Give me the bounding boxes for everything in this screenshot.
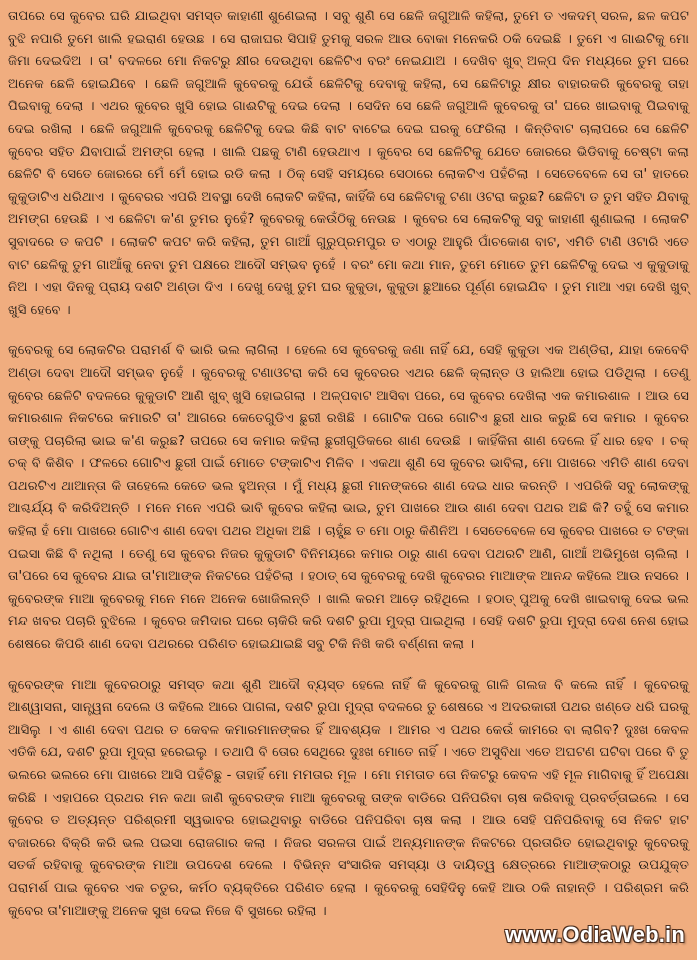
story-page [8, 6, 689, 919]
story-paragraph-1: ତାପରେ ସେ କୁବେର ଘରି ଯାଇଥିବା ସମସ୍ତ କାହାଣୀ ଶୁଣେଇଲା । ସବୁ ଶୁଣି ସେ ଛେଳି ଜଗୁଆଳି କହିଲା, ତୁମେ ତ ଏକଦମ୍ ସରଳ, ଛଳ କପଟ ବୁଝି ନପାରି ତୁମେ ଖାଲି ହଇରାଣ ହେଉଛ । ସେ ରାଜାଘର ସିପାହି ତୁମକୁ ସରଳ ଆଉ ବୋକା ମନେକରି ଠକି ଦେଇଛି । ତୁମେ ଏ ଗାଈଟିକୁ ମୋ ଜିମା ଦେଇଦିଅ । ତା' ବଦଳରେ ମୋ ନିକଟରୁ କ୍ଷୀର ଦେଉଥିବା ଛେଳିଟିଏ ବରଂ ନେଇଯାଅ । ଦେଖିବ ଖୁବ୍ ଅଳ୍ପ ଦିନ ମଧ୍ୟରେ ତୁମ ଘରେ ଅନେକ ଛେଳି ହୋଇଯିବେ । ଛେଳି ଜଗୁଆଳି କୁବେରକୁ ଯେଉଁ ଛେଳିଟିକୁ ଦେବାକୁ କହିଲା, ସେ ଛେଳିଟାରୁ କ୍ଷୀର ବାହାରକରି କୁବେରକୁ ତାହା ପିଇବାକୁ ଦେଲା । ଏଥର କୁବେର ଖୁସି ହୋଇ ଗାଈଟିକୁ ଦେଇ ଦେଲା । ସେଦିନ ସେ ଛେଳି ଜଗୁଆଳି କୁବେରକୁ ତା' ଘରେ ଖାଇବାକୁ ପିଇବାକୁ ଦେଇ ରଖିଲା । ଛେଳି ଜଗୁଆଳି କୁବେରକୁ ଛେଳିଟିକୁ ଦେଇ କିଛି ବାଟ ବାଟେଇ ଦେଇ ଘରକୁ ଫେରିଲା । କିନ୍ତିବାଟ ଚାଲାପରେ ସେ ଛେଳିଟି କୁବେର ସହିତ ଯିବାପାଇଁ ଅମଙ୍ଗ ହେଲା । ଖାଲି ପଛକୁ ଟାଣି ହେଉଥାଏ । କୁବେର ସେ ଛେଳିଟିକୁ ଯେତେ ଜୋରରେ ଭିଡିବାକୁ ଚେଷ୍ଟା କଲା ଛେଳିଟି ବି ସେତେ ଜୋରରେ ମେଁ ମେଁ ହୋଇ ରଡି କଲା । ଠିକ୍ ସେହି ସମୟରେ ସେଠାରେ ଲୋକଟିଏ ପହଁଚିଲା । ସେତେବେଳେ ସେ ତା' ହାତରେ କୁକୁଡାଟିଏ ଧରିଥାଏ । କୁବେରର ଏପରି ଅବସ୍ଥା ଦେଖି ଲୋକଟି କହିଲା, କାହିଁକି ସେ ଛେଳିଟାକୁ ଟଣା ଓଟରା କରୁଛ? ଛେଳିଟା ତ ତୁମ ସହିତ ଯିବାକୁ ଅମଙ୍ଗ ହେଉଛି । ଏ ଛେଳିଟା କ'ଣ ତୁମର ନୁହେଁ? କୁବେରକୁ କେଉଁଠିକୁ ନେଉଛ । କୁବେର ସେ ଲୋକଟିକୁ ସବୁ କାହାଣୀ ଶୁଣାଇଲା । ଲୋକଟି ସୁବାଦରେ ତ କପଟି । ଲୋକଟି କପଟ କରି କହିଲା, ତୁମ ଗାଆଁ ଗୁରୁପ୍ରମପୁର ତ ଏଠାରୁ ଆହୁରି ପାଁଚକୋଶ ବାଟ, ଏମିତି ଟାଣି ଓଟାରି ଏତେ ବାଟ ଛେଳିକୁ ତୁମ ଗାଆଁକୁ ନେବା ତୁମ ପକ୍ଷରେ ଆଦୌ ସମ୍ଭବ ନୁହେଁ । ବରଂ ମୋ କଥା ମାନ, ତୁମେ ମୋତେ ତୁମ ଛେଳିଟିକୁ ଦେଇ ଏ କୁକୁଡାକୁ ନିଅ । ଏହା ଦିନକୁ ପ୍ରାୟ ଦଶଟି ଅଣ୍ଡା ଦିଏ । ଦେଖୁ ଦେଖୁ ତୁମ ଘର କୁକୁଡା, କୁକୁଡା ଛୁଆରେ ପୂର୍ଣ୍ଣ ହୋଇଯିବ । ତୁମ ମାଆ ଏହା ଦେଖି ଖୁବ୍ ଖୁସି ହେବେ । [8, 9, 689, 318]
story-paragraph-2: କୁବେରକୁ ସେ ଲୋକଟିର ପରାମର୍ଶ ବି ଭାରି ଭଲ ଲାଗିଲା । ହେଲେ ସେ କୁବେରକୁ ଜଣା ନାହିଁ ଯେ, ସେହି କୁକୁଡା ଏକ ଅଣ୍ଡିରା, ଯାହା କେବେବି ଅଣ୍ଡା ଦେବା ଆଦୌ ସମ୍ଭବ ନୁହେଁ । କୁବେରକୁ ଟଣାଓଟରା କରି ସେ କୁବେରର ଏଥର ଛେଳି କ୍ଲାନ୍ତ ଓ ହାଲିଆ ହୋଇ ପଡିଥିଲା । ତେଣୁ କୁବେର ଛେଳିଟି ବଦଳରେ କୁକୁଡାଟି ଆଣି ଖୁବ୍ ଖୁସି ହୋଇଗଲା । ଅଳ୍ପବାଟ ଆସିବା ପରେ, ସେ କୁବେର ଦେଖିଲା ଏକ କମାରଶାଳ । ଆଉ ସେ କମାରଶାଳ ନିକଟରେ କମାରଟି ତା' ଆଗରେ କେତେଗୁଡିଏ ଛୁରୀ ରଖିଛି । ଗୋଟିକ ପରେ ଗୋଟିଏ ଛୁରୀ ଧାର କରୁଛି ସେ କମାର । କୁବେର ତାଙ୍କୁ ପଚାରିଲା ଭାଇ କ'ଣ କରୁଛ? ତାପରେ ସେ କମାର କହିଲା ଛୁରୀଗୁଡିକରେ ଶାଣ ଦେଉଛି । କାହିଁକିନା ଶାଣ ଦେଲେ ହିଁ ଧାର ହେବ । ଚକ୍ ଚକ୍ ବି କିଶିବ । ଫଳରେ ଗୋଟିଏ ଛୁରୀ ପାଇଁ ମୋତେ ଟଙ୍କାଟିଏ ମିଳିବ । ଏକଥା ଶୁଣି ସେ କୁବେର ଭାବିଲା, ମୋ ପାଖରେ ଏମିତି ଶାଣ ଦେବା ପଥରଟିଏ ଥାଆନ୍ତା କି ତାହେଲେ କେତେ ଭଲ ହୁଅନ୍ତା । ମୁଁ ମଧ୍ୟ ଛୁରୀ ମାନଙ୍କରେ ଶାଣ ଦେଇ ଧାର କରନ୍ତି । ଏପରିକି ସବୁ ଲୋକଙ୍କୁ ଆଶ୍ଚର୍ଯ୍ୟ ବି କରିଦିଅନ୍ତି । ମନେ ମନେ ଏପରି ଭାବି କୁବେର କହିଲା ଭାଇ, ତୁମ ପାଖରେ ଆଉ ଶାଣ ଦେବା ପଥର ଅଛି କି? ତହୁଁ ସେ କମାର କହିଲା ହଁ ମୋ ପାଖରେ ଗୋଟିଏ ଶାଣ ଦେବା ପଥର ଅଧିକା ଅଛି । ଚାହୁଁଛ ତ ମୋ ଠାରୁ କିଣିନିଅ । ସେତେବେଳେ ସେ କୁବେର ପାଖରେ ତ ଟଙ୍କା ପଇସା କିଛି ବି ନଥିଲା । ତେଣୁ ସେ କୁବେର ନିଜର କୁକୁଡାଟି ବିନିମୟରେ କମାର ଠାରୁ ଶାଣ ଦେବା ପଥରଟି ଆଣି, ଗାଆଁ ଅଭିମୁଖେ ଚାଲିଲା । ତା'ପରେ ସେ କୁବେର ଯାଇ ତା'ମାଆଙ୍କ ନିକଟରେ ପହଁଚିଲା । ହଠାତ୍ ସେ କୁବେରକୁ ଦେଖି କୁବେରର ମାଆଙ୍କ ଆନନ୍ଦ କହିଲେ ଆଉ ନସରେ । କୁବେରଙ୍କ ମାଆ କୁବେରକୁ ମନେ ମନେ ଅନେକ ଖୋଜିଲନ୍ତି । ଖାଲି କରମ ଆଡ଼େ ରହିଥିଲେ । ହଠାତ୍ ପୁଅକୁ ଦେଖି ଖାଇବାକୁ ଦେଇ ଭଲ ମନ୍ଦ ଖବର ପଚାରି ବୁଝିଲେ । କୁବେର ଜମିଦାର ଘରେ ଚାକିରି କରି ଦଶଟି ରୁପା ମୁଦ୍ରା ପାଇଥିଲା । ସେହି ଦଶଟି ରୁପା ମୁଦ୍ରା ଦେଶ ନେଶ ହୋଇ ଶେଷରେ କିପରି ଶାଣ ଦେବା ପଥରରେ ପରିଣତ ହୋଇଯାଇଛି ସବୁ ଟିକି ନିଖି କରି ବର୍ଣ୍ଣନା କଲା । [8, 343, 689, 653]
story-paragraph-3: କୁବେରଙ୍କ ମାଆ କୁବେରଠାରୁ ସମସ୍ତ କଥା ଶୁଣି ଆଦୌ ବ୍ୟସ୍ତ ହେଲେ ନାହିଁ କି କୁବେରକୁ ଗାଳି ଗଲଜ ବି କଲେ ନାହିଁ । କୁବେରକୁ ଆଶ୍ୱାସନା, ସାନ୍ତ୍ୱନା ଦେଲେ ଓ କହିଲେ ଆରେ ପାଗଳା, ଦଶଟି ରୁପା ମୁଦ୍ରା ବଦଳରେ ତୁ ଶେଷରେ ଏ ଅଦରକାରୀ ପଥର ଖଣ୍ଡେ ଧରି ଘରକୁ ଆସିଲୁ । ଏ ଶାଣ ଦେବା ପଥର ତ କେବଳ କମାରମାନଙ୍କର ହିଁ ଆବଶ୍ୟକ । ଆମର ଏ ପଥର କେଉଁ କାମରେ ବା ଲାଗିବ? ଦୁଃଖ କେବଳ ଏତିକି ଯେ, ଦଶଟି ରୁପା ମୁଦ୍ରା ହରେଇଲୁ । ତଥାପି ବି ତୋର ସେଥିରେ ଦୁଃଖ ମୋତେ ନାହିଁ । ଏତେ ଅସୁବିଧା ଏତେ ଅଘଟଣ ଘଟିବା ପରେ ବି ତୁ ଭଲରେ ଭଲରେ ମୋ ପାଖରେ ଆସି ପହଁଚିଛୁ - ତାହାହିଁ ମୋ ମମତାର ମୂଳ । ମୋ ମମତାତ ତୋ ନିକଟରୁ କେବଳ ଏହି ମୂଳ ମାଗିବାକୁ ହିଁ ଅପେକ୍ଷା କରିଛି । ଏହାପରେ ପ୍ରଥର ମନ କଥା ଜାଣି କୁବେରଙ୍କ ମାଆ କୁବେରକୁ ତାଙ୍କ ବାଡିରେ ପନିପରିବା ଚାଷ କରିବାକୁ ପ୍ରବର୍ତ୍ତାଇଲେ । ସେ କୁବେର ତ ଅତ୍ୟନ୍ତ ପରିଶ୍ରମୀ ସ୍ୱଭାବର ହୋଇଥିବାରୁ ବାଡିରେ ପନିପରିବା ଚାଷ କଲା । ଆଉ ସେହି ପନିପରିବାକୁ ସେ ନିକଟ ହାଟ ବଜାରରେ ବିକ୍ରି କରି ଭଲ ପଇସା ରୋଜଗାର କଲା । ନିଜର ସରଳତା ପାଇଁ ଅନ୍ୟମାନଙ୍କ ନିକଟରେ ପ୍ରତାରିତ ହୋଇଥିବାରୁ କୁବେରକୁ ସତର୍କ ରହିବାକୁ କୁବେରଙ୍କ ମାଆ ଉପଦେଶ ଦେଲେ । ବିଭିନ୍ନ ସଂସାରିକ ସମସ୍ୟା ଓ ଦାୟିତ୍ୱ କ୍ଷେତ୍ରରେ ମାଆଙ୍କଠାରୁ ଉପଯୁକ୍ତ ପରାମର୍ଶ ପାଇ କୁବେର ଏକ ଚତୁର, କର୍ମଠ ବ୍ୟକ୍ତିରେ ପରିଣତ ହେଲା । କୁବେରକୁ ସେହିଦିନୁ କେହି ଆଉ ଠକି ନାହାନ୍ତି । ପରିଶ୍ରମ କରି କୁବେର ତା'ମାଆଙ୍କୁ ଅନେକ ସୁଖ ଦେଇ ନିଜେ ବି ସୁଖରେ ରହିଲା । [8, 677, 689, 919]
site-watermark-logo: www.OdiaWeb.in [504, 922, 685, 947]
